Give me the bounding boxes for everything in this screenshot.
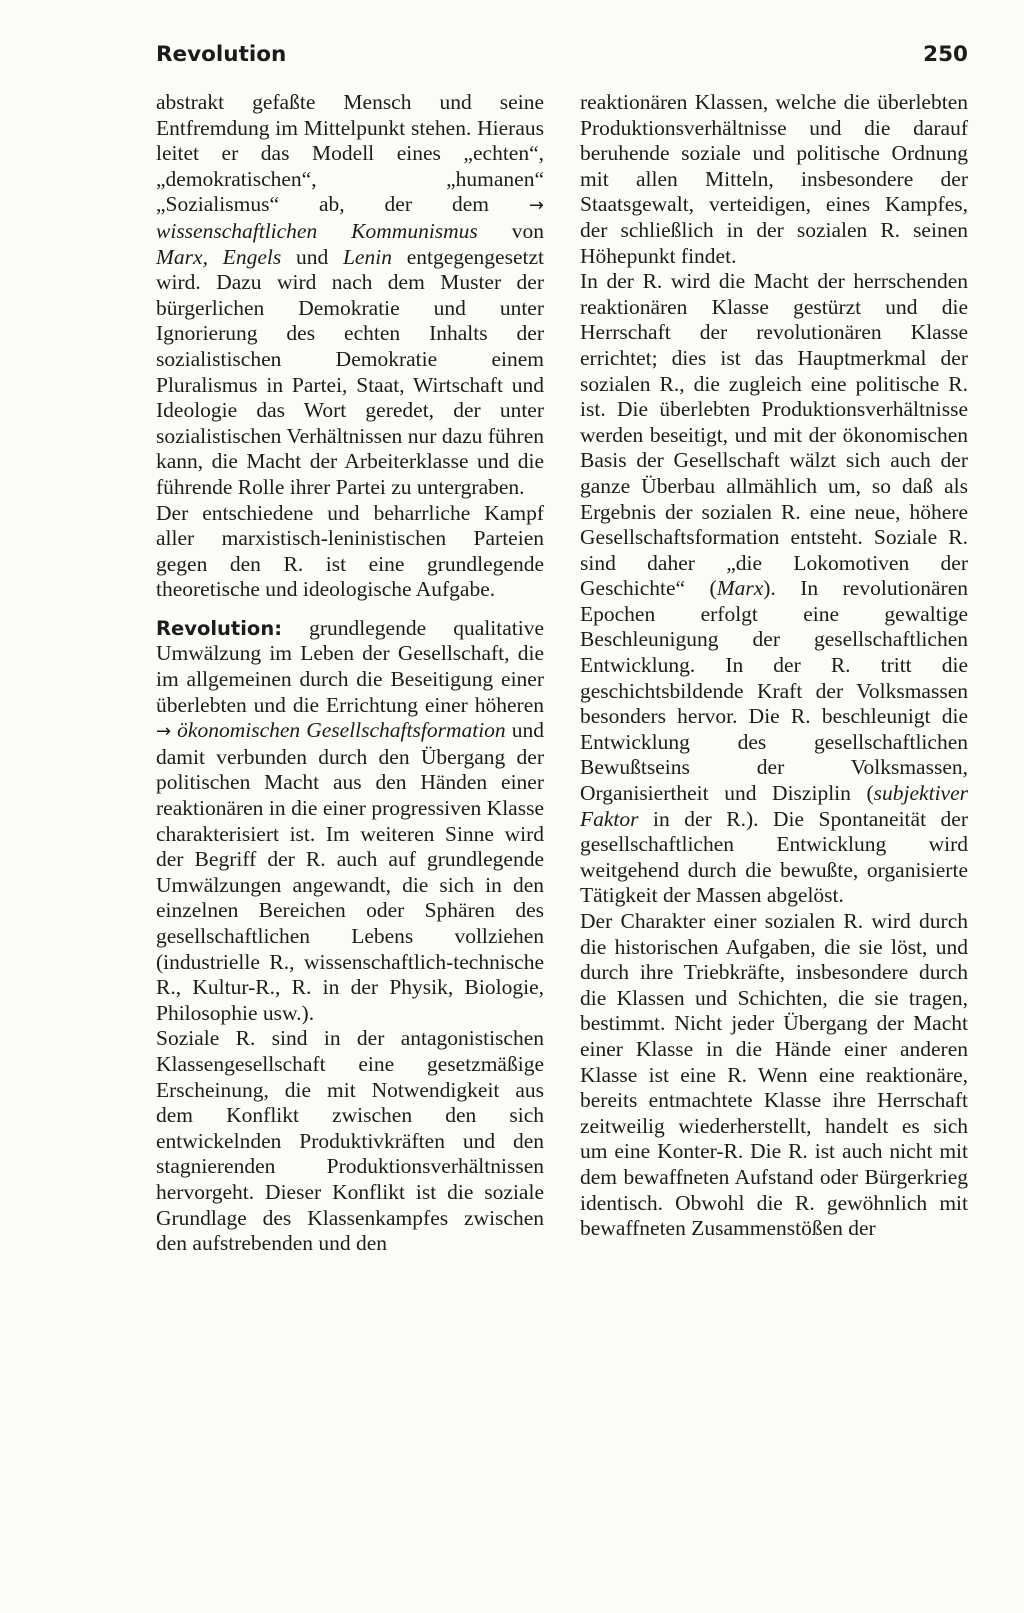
cross-reference-term: ökonomischen Gesellschaftsformation [177, 718, 506, 743]
author-names: Marx, Engels [156, 244, 282, 269]
paragraph-right-2: In der R. wird die Macht der herrschenden reaktionären Klasse gestürzt und die Herrschaft der revolutionären Klasse errichtet; dies ist das Hauptmerkmal der sozialen R., die zugleich eine politische R. ist. Die überlebten Produktionsverhältnisse werden beseitigt, und mit der ökonomischen Basis der Gesellschaft wälzt sich auch der ganze Überbau allmählich um, so daß als Ergebnis der sozialen R. eine neue, höhere Gesellschaftsformation entsteht. Soziale R. sind daher „die Lokomotiven der Geschichte“ (Marx). In revolutionären Epochen erfolgt eine gewaltige Beschleunigung der gesellschaftlichen Entwicklung. In der R. tritt die geschichtsbildende Kraft der Volksmassen besonders hervor. Die R. beschleunigt die Entwicklung des gesellschaftlichen Bewußtseins der Volksmassen, Organisiertheit und Disziplin (subjektiver Faktor in der R.). Die Spontaneität der gesellschaftlichen Entwicklung wird weitgehend durch die bewußte, organisierte Tätigkeit der Massen abgelöst. [580, 269, 969, 908]
running-header [156, 36, 968, 76]
cross-reference-term: subjektiver Faktor [580, 781, 968, 831]
cross-reference-term: wissenschaftlichen Kommunismus [156, 218, 478, 243]
running-title: Revolution [156, 42, 287, 67]
page-number: 250 [923, 42, 968, 67]
paragraph-left-2: Der entschiedene und beharrliche Kampf aller marxistisch-leninistischen Parteien gegen den R. ist eine grundlegende theoretische und ideologische Aufgabe. [156, 500, 544, 602]
cross-reference-arrow-icon: → [528, 195, 544, 217]
right-column [580, 90, 968, 1242]
cross-reference-arrow-icon: → [156, 721, 172, 743]
paragraph-right-1: reaktionären Klassen, welche die überlebten Produktionsverhältnisse und die darauf beruhende soziale und politische Ordnung mit allen Mitteln, insbesondere der Staatsgewalt, verteidigen, eines Kampfes, der schließlich in der sozialen R. seinen Höhepunkt findet. [580, 90, 968, 268]
paragraph-left-1: abstrakt gefaßte Mensch und seine Entfremdung im Mittelpunkt stehen. Hieraus leitet er das Modell eines „echten“, „demokratischen“, „humanen“ „Sozialismus“ ab, der dem → wissenschaftlichen Kommunismus von Marx, Engels und Lenin entgegengesetzt wird. Dazu wird nach dem Muster der bürgerlichen Demokratie und unter Ignorierung des echten Inhalts der sozialistischen Demokratie einem Pluralismus in Partei, Staat, Wirtschaft und Ideologie das Wort geredet, der unter sozialistischen Verhältnissen nur dazu führen kann, die Macht der Arbeiterklasse und die führende Rolle ihrer Partei zu untergraben. [156, 90, 545, 499]
entry-revolution: Revolution: grundlegende qualitative Umwälzung im Leben der Gesellschaft, die im allgemeinen durch die Beseitigung einer überlebten und die Errichtung einer höheren → ökonomischen Gesellschaftsformation und damit verbunden durch den Übergang der politischen Macht aus den Händen einer reaktionären in die einer progressiven Klasse charakterisiert ist. Im weiteren Sinne wird der Begriff der R. auch auf grundlegende Umwälzungen angewandt, die sich in den einzelnen Bereichen oder Sphären des gesellschaftlichen Lebens vollziehen (industrielle R., wissenschaftlich-technische R., Kultur-R., R. in der Physik, Biologie, Philosophie usw.). [156, 615, 544, 1025]
author-name: Marx [716, 576, 764, 601]
paragraph-right-3: Der Charakter einer sozialen R. wird durch die historischen Aufgaben, die sie löst, und durch ihre Triebkräfte, insbesondere durch die Klassen und Schichten, die sie tragen, bestimmt. Nicht jeder Übergang der Macht einer Klasse in die Hände einer anderen Klasse ist eine R. Wenn eine reaktionäre, bereits entmachtete Klasse ihre Herrschaft zeitweilig wiederherstellt, handelt es sich um eine Konter-R. Die R. ist auch nicht mit dem bewaffneten Aufstand oder Bürgerkrieg identisch. Obwohl die R. gewöhnlich mit bewaffneten Zusammenstößen der [580, 909, 968, 1241]
left-column [156, 90, 544, 1257]
paragraph-left-4: Soziale R. sind in der antagonistischen Klassengesellschaft eine gesetzmäßige Erscheinung, die mit Notwendigkeit aus dem Konflikt zwischen den sich entwickelnden Produktivkräften und den stagnierenden Produktionsverhältnissen hervorgeht. Dieser Konflikt ist die soziale Grundlage des Klassenkampfes zwischen den aufstrebenden und den [156, 1026, 544, 1256]
author-name: Lenin [342, 244, 392, 269]
entry-keyword: Revolution: [156, 616, 282, 640]
